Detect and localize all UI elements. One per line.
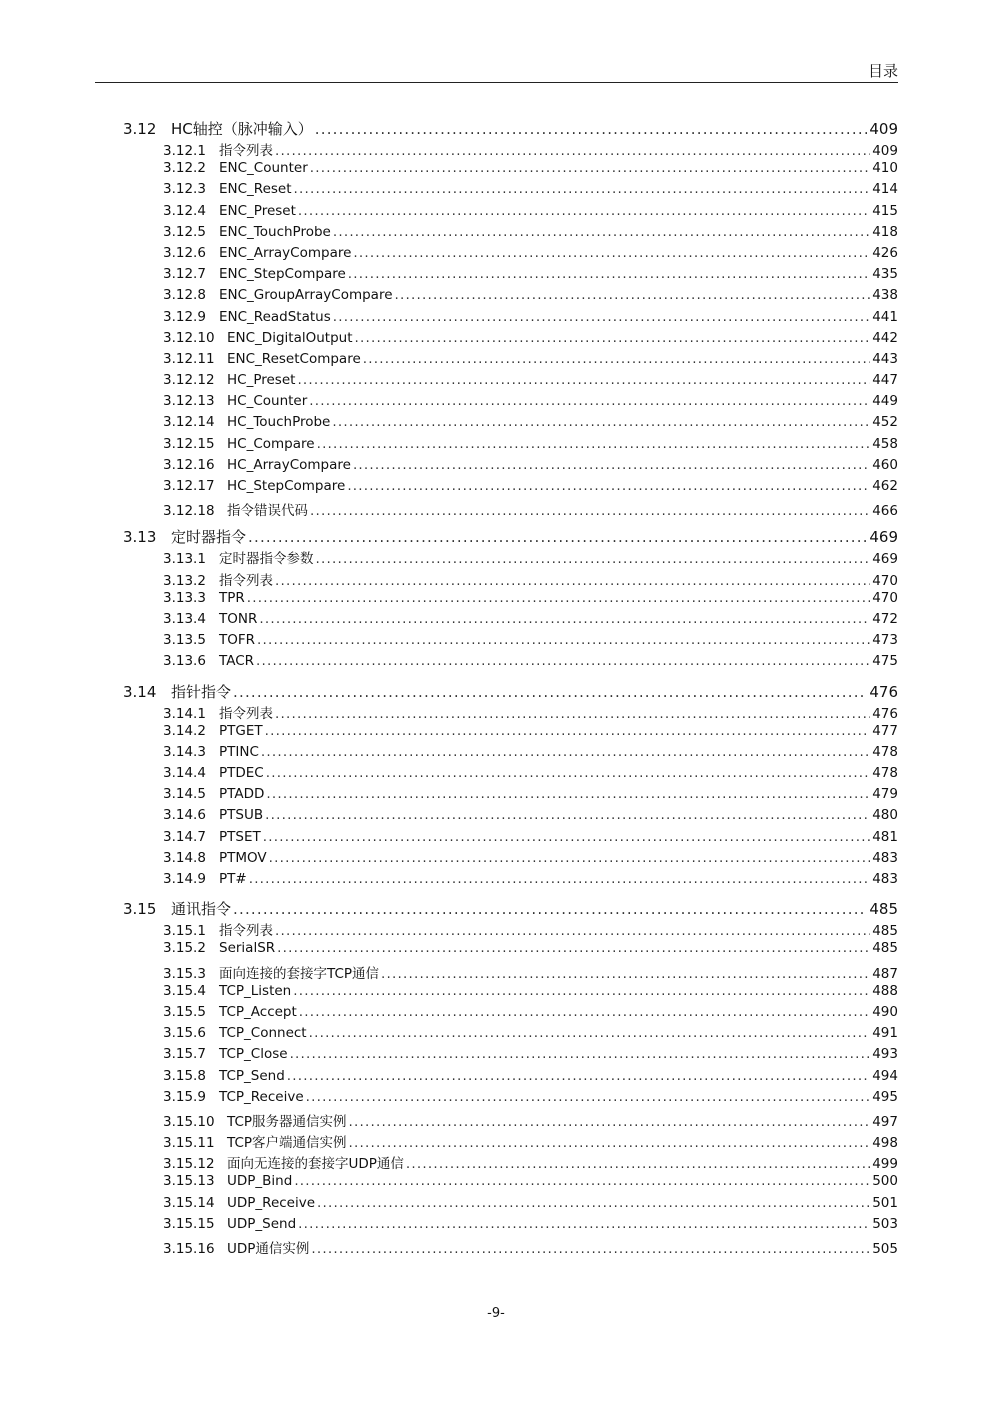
toc-entry-number: 3.13.2 xyxy=(163,572,206,589)
toc-entry-page: 442 xyxy=(872,329,898,346)
toc-entry-number: 3.15.10 xyxy=(163,1113,215,1130)
toc-entry-number: 3.12.10 xyxy=(163,329,215,346)
toc-dot-leader xyxy=(349,1135,871,1151)
toc-dot-leader xyxy=(275,143,870,159)
toc-subsection-entry[interactable] xyxy=(123,1237,898,1258)
toc-entry-page: 415 xyxy=(872,202,898,219)
toc-entry-title: TPR xyxy=(219,589,245,606)
toc-entry-title: HC_Preset xyxy=(227,372,296,389)
toc-entry-number: 3.12.13 xyxy=(163,393,215,410)
toc-entry-number: 3.15.3 xyxy=(163,965,206,982)
toc-subsection-entry[interactable] xyxy=(123,160,898,181)
toc-subsection-entry[interactable] xyxy=(123,702,898,723)
toc-entry-number: 3.12.14 xyxy=(163,414,215,431)
toc-subsection-entry[interactable] xyxy=(123,962,898,983)
toc-subsection-entry[interactable] xyxy=(123,203,898,224)
toc-dot-leader xyxy=(317,1195,870,1211)
toc-entry-title: TCP_Close xyxy=(219,1046,288,1063)
toc-entry-page: 481 xyxy=(872,828,898,845)
toc-entry-title: 指令列表 xyxy=(219,705,273,722)
toc-entry-page: 435 xyxy=(872,266,898,283)
toc-entry-title: ENC_ArrayCompare xyxy=(219,244,352,261)
toc-entry-number: 3.15.2 xyxy=(163,940,206,957)
toc-entry-page: 480 xyxy=(872,807,898,824)
toc-entry-number: 3.12.1 xyxy=(163,143,206,159)
toc-dot-leader xyxy=(298,1216,870,1232)
toc-entry-title: ENC_Reset xyxy=(219,181,292,198)
toc-entry-number: 3.15.16 xyxy=(163,1241,215,1257)
toc-dot-leader xyxy=(298,203,870,219)
header-title: 目录 xyxy=(867,62,898,80)
toc-entry-number: 3.14.7 xyxy=(163,828,206,845)
toc-entry-number: 3.15.5 xyxy=(163,1003,206,1020)
toc-subsection-entry[interactable] xyxy=(123,983,898,1004)
toc-subsection-entry[interactable] xyxy=(123,829,898,850)
toc-subsection-entry[interactable] xyxy=(123,590,898,611)
toc-entry-title: PT# xyxy=(219,871,247,887)
toc-entry-title: 指针指令 xyxy=(171,682,232,701)
toc-dot-leader xyxy=(348,266,870,282)
toc-entry-title: 面向连接的套接字TCP通信 xyxy=(219,965,380,982)
toc-entry-number: 3.13.3 xyxy=(163,589,206,606)
toc-entry-page: 426 xyxy=(872,244,898,261)
toc-entry-page: 414 xyxy=(872,181,898,198)
toc-subsection-entry[interactable] xyxy=(123,1152,898,1173)
toc-subsection-entry[interactable] xyxy=(123,330,898,351)
toc-subsection-entry[interactable] xyxy=(123,181,898,202)
toc-subsection-entry[interactable] xyxy=(123,940,898,961)
toc-entry-page: 503 xyxy=(872,1215,898,1232)
toc-entry-title: PTGET xyxy=(219,722,263,739)
toc-entry-page: 495 xyxy=(872,1088,898,1105)
toc-dot-leader xyxy=(354,330,870,346)
toc-dot-leader xyxy=(247,590,870,606)
toc-dot-leader xyxy=(287,1068,870,1084)
toc-entry-page: 409 xyxy=(872,143,898,159)
toc-entry-title: HC_Compare xyxy=(227,435,315,452)
toc-dot-leader xyxy=(333,224,870,240)
toc-entry-title: TCP_Connect xyxy=(219,1025,307,1042)
toc-entry-number: 3.13.6 xyxy=(163,653,206,670)
toc-entry-page: 487 xyxy=(872,965,898,982)
toc-entry-title: ENC_TouchProbe xyxy=(219,223,331,240)
toc-section-entry[interactable] xyxy=(123,681,898,702)
toc-entry-page: 475 xyxy=(872,653,898,670)
toc-entry-number: 3.15.15 xyxy=(163,1215,215,1232)
toc-subsection-entry[interactable] xyxy=(123,723,898,744)
toc-entry-title: PTDEC xyxy=(219,765,264,782)
toc-dot-leader xyxy=(395,287,871,303)
toc-subsection-entry[interactable] xyxy=(123,569,898,590)
toc-entry-page: 466 xyxy=(872,503,898,520)
toc-subsection-entry[interactable] xyxy=(123,807,898,828)
toc-entry-number: 3.12.17 xyxy=(163,478,215,494)
toc-entry-number: 3.12.15 xyxy=(163,435,215,452)
toc-entry-page: 485 xyxy=(872,940,898,957)
toc-dot-leader xyxy=(299,1004,870,1020)
toc-entry-title: ENC_GroupArrayCompare xyxy=(219,287,393,304)
toc-entry-number: 3.15.11 xyxy=(163,1135,215,1152)
toc-subsection-entry[interactable] xyxy=(123,1004,898,1025)
toc-entry-title: TCP客户端通信实例 xyxy=(227,1135,347,1152)
toc-entry-title: TCP_Send xyxy=(219,1067,285,1084)
toc-entry-page: 485 xyxy=(872,923,898,940)
toc-entry-number: 3.14.3 xyxy=(163,743,206,760)
toc-entry-page: 505 xyxy=(872,1241,898,1257)
toc-subsection-entry[interactable] xyxy=(123,744,898,765)
toc-entry-title: PTSUB xyxy=(219,807,264,824)
toc-entry-number: 3.14.9 xyxy=(163,871,206,887)
toc-entry-page: 494 xyxy=(872,1067,898,1084)
toc-entry-title: 定时器指令参数 xyxy=(219,551,314,568)
toc-dot-leader xyxy=(363,351,870,367)
toc-entry-page: 485 xyxy=(869,900,898,919)
toc-entry-page: 476 xyxy=(872,705,898,722)
toc-entry-page: 443 xyxy=(872,350,898,367)
toc-subsection-entry[interactable] xyxy=(123,1173,898,1194)
toc-dot-leader xyxy=(332,414,870,430)
toc-entry-page: 490 xyxy=(872,1003,898,1020)
toc-dot-leader xyxy=(381,966,870,982)
toc-entry-page: 478 xyxy=(872,743,898,760)
toc-dot-leader xyxy=(290,1046,871,1062)
toc-entry-number: 3.14.5 xyxy=(163,786,206,803)
toc-entry-title: TONR xyxy=(219,610,258,627)
toc-dot-leader xyxy=(265,723,871,739)
toc-entry-title: 面向无连接的套接字UDP通信 xyxy=(227,1156,404,1173)
toc-entry-title: 指令列表 xyxy=(219,143,273,159)
toc-dot-leader xyxy=(261,744,870,760)
toc-entry-number: 3.12.16 xyxy=(163,456,215,473)
toc-subsection-entry[interactable] xyxy=(123,871,898,892)
toc-entry-title: ENC_ReadStatus xyxy=(219,308,331,325)
toc-subsection-entry[interactable] xyxy=(123,1216,898,1237)
toc-dot-leader xyxy=(259,611,870,627)
toc-entry-number: 3.14.4 xyxy=(163,765,206,782)
toc-dot-leader xyxy=(233,900,867,918)
toc-subsection-entry[interactable] xyxy=(123,414,898,435)
toc-subsection-entry[interactable] xyxy=(123,786,898,807)
toc-dot-leader xyxy=(263,829,870,845)
toc-dot-leader xyxy=(349,1114,871,1130)
toc-entry-page: 409 xyxy=(869,120,898,138)
toc-entry-number: 3.12.11 xyxy=(163,350,215,367)
toc-entry-page: 418 xyxy=(872,223,898,240)
toc-entry-number: 3.12.12 xyxy=(163,372,215,389)
toc-entry-number: 3.15.14 xyxy=(163,1194,215,1211)
toc-entry-number: 3.15.8 xyxy=(163,1067,206,1084)
toc-entry-page: 498 xyxy=(872,1135,898,1152)
toc-entry-page: 441 xyxy=(872,308,898,325)
toc-subsection-entry[interactable] xyxy=(123,478,898,499)
toc-dot-leader xyxy=(275,923,870,939)
toc-entry-title: 指令列表 xyxy=(219,572,273,589)
toc-entry-page: 476 xyxy=(869,682,898,701)
toc-entry-title: ENC_DigitalOutput xyxy=(227,329,353,346)
toc-entry-page: 499 xyxy=(872,1156,898,1173)
toc-entry-number: 3.13 xyxy=(123,528,157,547)
toc-entry-page: 491 xyxy=(872,1025,898,1042)
toc-entry-page: 470 xyxy=(872,589,898,606)
toc-entry-title: UDP通信实例 xyxy=(227,1241,310,1257)
toc-subsection-entry[interactable] xyxy=(123,372,898,393)
toc-entry-title: HC_Counter xyxy=(227,393,308,410)
toc-entry-number: 3.12.8 xyxy=(163,287,206,304)
page-header xyxy=(95,58,898,83)
toc-subsection-entry[interactable] xyxy=(123,139,898,160)
toc-entry-number: 3.14 xyxy=(123,682,157,701)
toc-entry-page: 483 xyxy=(872,871,898,887)
toc-subsection-entry[interactable] xyxy=(123,1089,898,1110)
toc-entry-number: 3.14.2 xyxy=(163,722,206,739)
toc-dot-leader xyxy=(294,181,871,197)
toc-entry-number: 3.15.7 xyxy=(163,1046,206,1063)
toc-entry-title: UDP_Receive xyxy=(227,1194,316,1211)
toc-entry-page: 410 xyxy=(872,160,898,177)
toc-dot-leader xyxy=(353,457,870,473)
toc-entry-page: 478 xyxy=(872,765,898,782)
toc-dot-leader xyxy=(310,160,870,176)
toc-entry-page: 462 xyxy=(872,478,898,494)
toc-entry-page: 470 xyxy=(872,572,898,589)
toc-entry-title: 指令错误代码 xyxy=(227,503,308,520)
toc-dot-leader xyxy=(275,573,870,589)
toc-entry-number: 3.15.4 xyxy=(163,982,206,999)
toc-entry-number: 3.12.4 xyxy=(163,202,206,219)
toc-subsection-entry[interactable] xyxy=(123,287,898,308)
toc-subsection-entry[interactable] xyxy=(123,547,898,568)
toc-entry-title: PTSET xyxy=(219,828,261,845)
toc-subsection-entry[interactable] xyxy=(123,1110,898,1131)
toc-subsection-entry[interactable] xyxy=(123,1046,898,1067)
toc-entry-page: 469 xyxy=(869,528,898,547)
toc-subsection-entry[interactable] xyxy=(123,1131,898,1152)
toc-entry-number: 3.12.18 xyxy=(163,503,215,520)
toc-subsection-entry[interactable] xyxy=(123,919,898,940)
toc-entry-page: 501 xyxy=(872,1194,898,1211)
toc-entry-page: 500 xyxy=(872,1173,898,1190)
toc-dot-leader xyxy=(266,765,870,781)
toc-dot-leader xyxy=(353,245,870,261)
toc-subsection-entry[interactable] xyxy=(123,653,898,674)
toc-entry-page: 493 xyxy=(872,1046,898,1063)
toc-dot-leader xyxy=(317,436,871,452)
toc-subsection-entry[interactable] xyxy=(123,393,898,414)
toc-subsection-entry[interactable] xyxy=(123,309,898,330)
toc-entry-page: 460 xyxy=(872,456,898,473)
toc-subsection-entry[interactable] xyxy=(123,632,898,653)
toc-entry-number: 3.15.12 xyxy=(163,1156,215,1173)
toc-dot-leader xyxy=(316,551,871,567)
page-number: -9- xyxy=(487,1306,505,1321)
toc-dot-leader xyxy=(315,120,868,138)
toc-entry-number: 3.13.5 xyxy=(163,632,206,649)
toc-dot-leader xyxy=(233,683,867,701)
toc-entry-title: TACR xyxy=(219,653,255,670)
toc-entry-number: 3.12 xyxy=(123,120,157,138)
toc-entry-title: ENC_Counter xyxy=(219,160,308,177)
toc-entry-title: TCP服务器通信实例 xyxy=(227,1113,347,1130)
toc-entry-page: 477 xyxy=(872,722,898,739)
toc-entry-number: 3.15.1 xyxy=(163,923,206,940)
toc-entry-title: 定时器指令 xyxy=(171,528,247,547)
toc-entry-title: ENC_Preset xyxy=(219,202,296,219)
toc-dot-leader xyxy=(256,653,870,669)
toc-entry-page: 469 xyxy=(872,551,898,568)
toc-dot-leader xyxy=(333,309,870,325)
toc-entry-title: HC轴控（脉冲输入） xyxy=(171,120,313,138)
table-of-contents xyxy=(123,118,898,1258)
toc-entry-number: 3.13.1 xyxy=(163,551,206,568)
toc-entry-title: TOFR xyxy=(219,632,256,649)
toc-entry-title: TCP_Receive xyxy=(219,1088,304,1105)
toc-dot-leader xyxy=(265,807,870,823)
toc-dot-leader xyxy=(294,1173,870,1189)
toc-entry-number: 3.12.6 xyxy=(163,244,206,261)
toc-entry-title: TCP_Accept xyxy=(219,1003,297,1020)
toc-entry-page: 483 xyxy=(872,849,898,866)
toc-dot-leader xyxy=(310,503,870,519)
toc-dot-leader xyxy=(311,1241,870,1257)
toc-dot-leader xyxy=(249,871,871,887)
toc-subsection-entry[interactable] xyxy=(123,457,898,478)
toc-entry-number: 3.14.1 xyxy=(163,705,206,722)
toc-dot-leader xyxy=(248,528,867,546)
toc-entry-title: 指令列表 xyxy=(219,923,273,940)
toc-entry-title: TCP_Listen xyxy=(219,982,292,999)
toc-entry-title: ENC_StepCompare xyxy=(219,266,346,283)
toc-entry-title: HC_TouchProbe xyxy=(227,414,331,431)
toc-subsection-entry[interactable] xyxy=(123,499,898,520)
toc-dot-leader xyxy=(309,1025,871,1041)
toc-section-entry[interactable] xyxy=(123,118,898,139)
toc-dot-leader xyxy=(275,706,870,722)
toc-dot-leader xyxy=(269,850,871,866)
toc-entry-page: 438 xyxy=(872,287,898,304)
toc-entry-page: 472 xyxy=(872,610,898,627)
toc-entry-number: 3.12.3 xyxy=(163,181,206,198)
toc-dot-leader xyxy=(406,1156,870,1172)
toc-section-entry[interactable] xyxy=(123,526,898,547)
toc-entry-page: 479 xyxy=(872,786,898,803)
toc-entry-number: 3.14.8 xyxy=(163,849,206,866)
toc-entry-page: 473 xyxy=(872,632,898,649)
toc-entry-page: 452 xyxy=(872,414,898,431)
toc-entry-number: 3.12.5 xyxy=(163,223,206,240)
toc-entry-number: 3.15.13 xyxy=(163,1173,215,1190)
toc-dot-leader xyxy=(306,1089,871,1105)
toc-subsection-entry[interactable] xyxy=(123,1025,898,1046)
toc-entry-title: HC_StepCompare xyxy=(227,478,346,494)
toc-entry-page: 497 xyxy=(872,1113,898,1130)
toc-entry-title: PTADD xyxy=(219,786,265,803)
toc-dot-leader xyxy=(293,983,870,999)
toc-entry-number: 3.12.7 xyxy=(163,266,206,283)
toc-subsection-entry[interactable] xyxy=(123,224,898,245)
toc-entry-title: UDP_Send xyxy=(227,1215,297,1232)
toc-dot-leader xyxy=(347,478,870,494)
toc-entry-title: PTMOV xyxy=(219,849,267,866)
toc-entry-title: PTINC xyxy=(219,743,259,760)
toc-entry-title: UDP_Bind xyxy=(227,1173,293,1190)
toc-entry-number: 3.13.4 xyxy=(163,610,206,627)
toc-dot-leader xyxy=(266,786,870,802)
toc-entry-number: 3.15.6 xyxy=(163,1025,206,1042)
toc-subsection-entry[interactable] xyxy=(123,765,898,786)
toc-dot-leader xyxy=(309,393,870,409)
toc-subsection-entry[interactable] xyxy=(123,1068,898,1089)
toc-entry-page: 449 xyxy=(872,393,898,410)
toc-entry-title: SerialSR xyxy=(219,940,276,957)
toc-entry-page: 488 xyxy=(872,982,898,999)
toc-entry-page: 447 xyxy=(872,372,898,389)
toc-subsection-entry[interactable] xyxy=(123,436,898,457)
toc-dot-leader xyxy=(297,372,870,388)
toc-entry-number: 3.14.6 xyxy=(163,807,206,824)
toc-section-entry[interactable] xyxy=(123,898,898,919)
toc-subsection-entry[interactable] xyxy=(123,850,898,871)
toc-dot-leader xyxy=(277,940,870,956)
toc-subsection-entry[interactable] xyxy=(123,1195,898,1216)
toc-entry-number: 3.15.9 xyxy=(163,1088,206,1105)
toc-entry-number: 3.12.9 xyxy=(163,308,206,325)
toc-dot-leader xyxy=(257,632,870,648)
toc-entry-title: ENC_ResetCompare xyxy=(227,350,361,367)
toc-entry-page: 458 xyxy=(872,435,898,452)
toc-subsection-entry[interactable] xyxy=(123,266,898,287)
toc-subsection-entry[interactable] xyxy=(123,351,898,372)
toc-entry-title: HC_ArrayCompare xyxy=(227,456,351,473)
toc-subsection-entry[interactable] xyxy=(123,611,898,632)
toc-entry-title: 通讯指令 xyxy=(171,900,232,919)
toc-entry-number: 3.12.2 xyxy=(163,160,206,177)
toc-subsection-entry[interactable] xyxy=(123,245,898,266)
toc-entry-number: 3.15 xyxy=(123,900,157,919)
